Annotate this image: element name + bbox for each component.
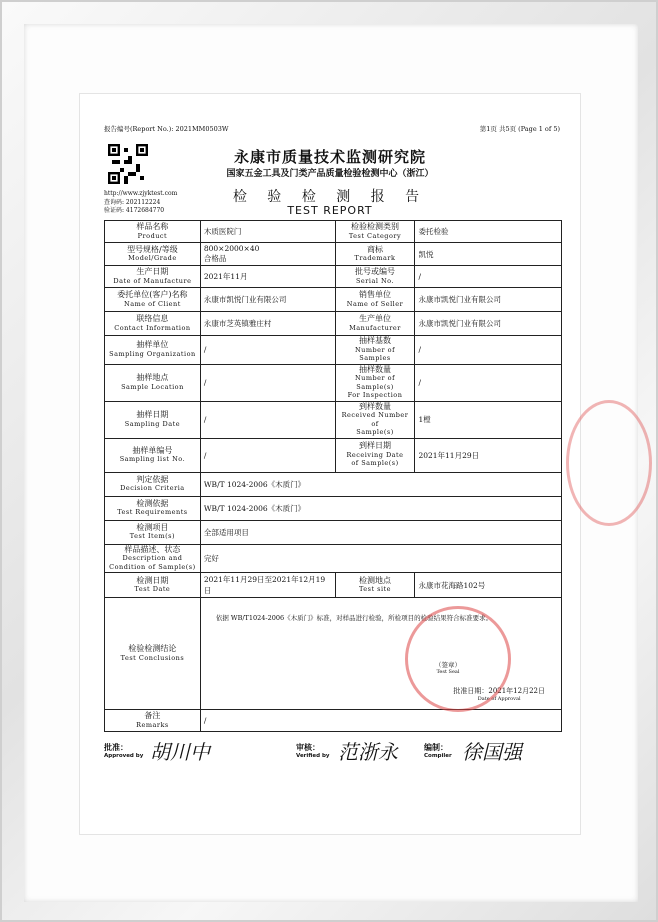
- value-sampling-date: /: [200, 401, 335, 438]
- value-items: 全部适用项目: [200, 520, 561, 544]
- institute-name: 永康市质量技术监测研究院: [233, 148, 426, 166]
- value-client: 永康市凯悦门业有限公司: [200, 288, 335, 312]
- label-seller: 销售单位 Name of Seller: [335, 288, 415, 312]
- label-model: 型号规格/等级 Model/Grade: [105, 243, 201, 266]
- label-test-site: 检测地点 Test site: [335, 573, 415, 598]
- value-manufacturer: 永康市凯悦门业有限公司: [415, 312, 562, 336]
- value-remarks: /: [200, 710, 561, 732]
- approver-signature: 胡川中: [150, 740, 210, 764]
- value-inspect-number: /: [415, 364, 562, 401]
- value-seller: 永康市凯悦门业有限公司: [415, 288, 562, 312]
- label-remarks: 备注 Remarks: [105, 710, 201, 732]
- value-sampling-org: /: [200, 336, 335, 365]
- query-code: 查询码: 202112224: [104, 198, 161, 206]
- value-criteria: WB/T 1024-2006《木质门》: [200, 472, 561, 496]
- label-items: 检测项目 Test Item(s): [105, 520, 201, 544]
- value-sampling-list: /: [200, 438, 335, 472]
- website-block: [104, 190, 177, 216]
- label-sampling-org: 抽样单位 Sampling Organization: [105, 336, 201, 365]
- value-requirements: WB/T 1024-2006《木质门》: [200, 496, 561, 520]
- label-contact: 联络信息 Contact Information: [105, 312, 201, 336]
- label-inspect-number: 抽样数量 Number of Sample(s) For Inspection: [335, 364, 415, 401]
- value-trademark: 凯悦: [415, 243, 562, 266]
- compiler-signature: 徐国强: [462, 740, 522, 764]
- value-received-number: 1樘: [415, 401, 562, 438]
- edge-seal-icon: [566, 400, 652, 526]
- test-report-document: [80, 94, 580, 834]
- approved-by-label: 批准： Approved by: [104, 743, 144, 759]
- report-table: [104, 220, 562, 732]
- page-indicator: 第1页 共5页 (Page 1 of 5): [479, 125, 560, 133]
- compiler-label: 编制： Compiler: [424, 743, 452, 759]
- label-mfg-date: 生产日期 Date of Manufacture: [105, 266, 201, 288]
- value-receiving-date: 2021年11月29日: [415, 438, 562, 472]
- label-receiving-date: 到样日期 Receiving Date of Sample(s): [335, 438, 415, 472]
- website-url: http://www.zjyktest.com: [104, 190, 178, 197]
- label-criteria: 判定依据 Decision Criteria: [105, 472, 201, 496]
- official-seal-icon: [405, 606, 511, 712]
- label-category: 检验检测类别 Test Category: [335, 221, 415, 243]
- approval-date: 批准日期：2021年12月22日 Date of Approval: [453, 687, 545, 702]
- label-condition: 样品描述、状态 Description and Condition of Sample(s): [105, 544, 201, 573]
- seal-label: （签章） Test Seal: [435, 661, 461, 675]
- value-conclusion: [200, 598, 561, 710]
- verifier-signature: 范浙永: [338, 740, 398, 764]
- verified-by-label: 审核： Verified by: [296, 743, 330, 759]
- label-test-date: 检测日期 Test Date: [105, 573, 201, 598]
- label-sample-location: 抽样地点 Sample Location: [105, 364, 201, 401]
- institute-subtitle: 国家五金工具及门类产品质量检验检测中心（浙江）: [226, 169, 434, 179]
- value-contact: 永康市芝英镇雅庄村: [200, 312, 335, 336]
- label-sample-count: 抽样基数 Number of Samples: [335, 336, 415, 365]
- label-trademark: 商标 Trademark: [335, 243, 415, 266]
- value-test-date: 2021年11月29日至2021年12月19日: [200, 573, 335, 598]
- label-serial: 批号或编号 Serial No.: [335, 266, 415, 288]
- value-sample-location: /: [200, 364, 335, 401]
- label-manufacturer: 生产单位 Manufacturer: [335, 312, 415, 336]
- label-sampling-list: 抽样单编号 Sampling list No.: [105, 438, 201, 472]
- conclusion-text: 依据 WB/T1024-2006《木质门》标准，对样品进行检验，所检项目的检验结果符合标准要求。: [215, 614, 493, 622]
- report-title-cn: 检 验 检 测 报 告: [232, 189, 428, 205]
- label-sampling-date: 抽样日期 Sampling Date: [105, 401, 201, 438]
- value-mfg-date: 2021年11月: [200, 266, 335, 288]
- value-product: 木质医院门: [200, 221, 335, 243]
- value-condition: 完好: [200, 544, 561, 573]
- value-sample-count: /: [415, 336, 562, 365]
- report-number: 报告编号(Report No.): 2021MM0503W: [104, 125, 229, 133]
- value-model: 800×2000×40 合格品: [200, 243, 335, 266]
- label-conclusion: 检验检测结论 Test Conclusions: [105, 598, 201, 710]
- value-test-site: 永康市花海路102号: [415, 573, 562, 598]
- signature-row: [104, 738, 562, 768]
- value-category: 委托检验: [415, 221, 562, 243]
- label-product: 样品名称 Product: [105, 221, 201, 243]
- value-serial: /: [415, 266, 562, 288]
- label-received-number: 到样数量 Received Number of Sample(s): [335, 401, 415, 438]
- report-title-en: TEST REPORT: [287, 204, 373, 217]
- label-client: 委托单位(客户)名称 Name of Client: [105, 288, 201, 312]
- label-requirements: 检测依据 Test Requirements: [105, 496, 201, 520]
- verify-code: 验证码: 4172684770: [104, 207, 165, 214]
